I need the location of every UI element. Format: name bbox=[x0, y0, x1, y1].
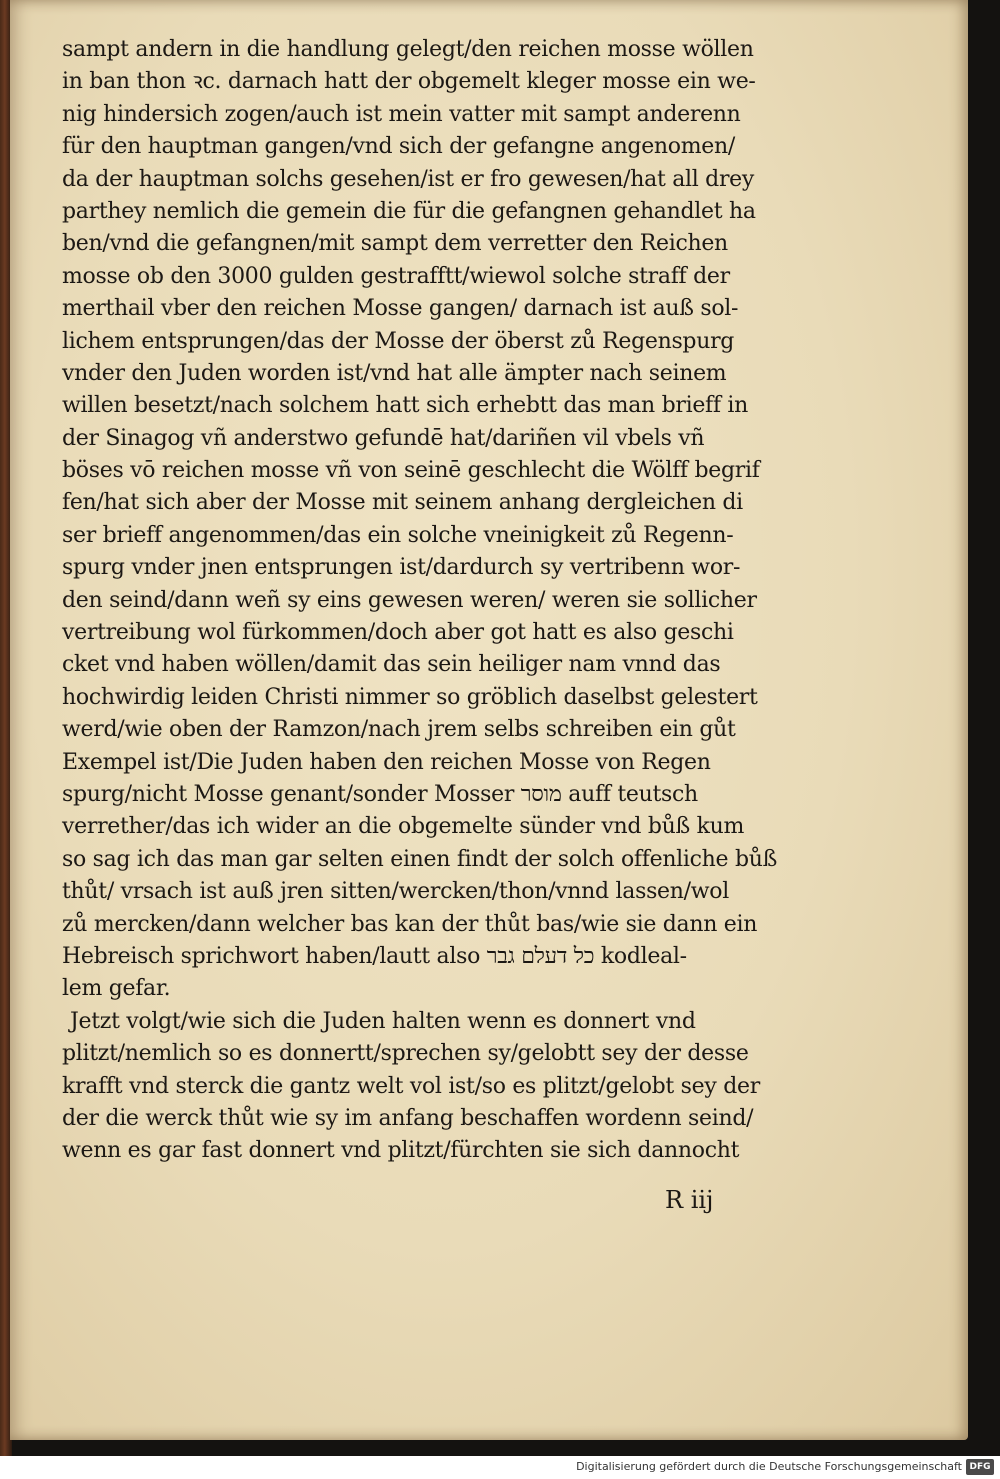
text-line: parthey nemlich die gemein die für die gefangnen gehandlet ha bbox=[62, 198, 756, 224]
footer-bar bbox=[0, 1456, 1000, 1479]
text-line: sampt andern in die handlung gelegt/den reichen mosse wöllen bbox=[62, 37, 754, 62]
text-line: mosse ob den 3000 gulden gestrafftt/wiewol solche straff der bbox=[62, 263, 730, 289]
text-line: spurg/nicht Mosse genant/sonder Mosser מוסר auff teutsch bbox=[62, 781, 698, 807]
text-line: ben/vnd die gefangnen/mit sampt dem verretter den Reichen bbox=[62, 231, 728, 257]
text-line: ser brieff angenommen/das ein solche vneinigkeit zů Regenn- bbox=[62, 522, 734, 548]
signature-mark: R iij bbox=[665, 1186, 714, 1214]
funding-credit: Digitalisierung gefördert durch die Deutsche Forschungsgemeinschaft bbox=[576, 1460, 962, 1473]
text-line: merthail vber den reichen Mosse gangen/ darnach ist auß sol- bbox=[62, 296, 739, 322]
text-line: der Sinagog vñ anderstwo gefundē hat/dariñen vil vbels vñ bbox=[62, 425, 705, 451]
text-line: verrether/das ich wider an die obgemelte sünder vnd bůß kum bbox=[62, 814, 745, 840]
text-line: so sag ich das man gar selten einen findt der solch offenliche bůß bbox=[62, 846, 778, 872]
text-line: Exempel ist/Die Juden haben den reichen Mosse von Regen bbox=[62, 749, 711, 775]
text-line: wenn es gar fast donnert vnd plitzt/fürchten sie sich dannocht bbox=[62, 1138, 740, 1164]
text-line: Jetzt volgt/wie sich die Juden halten wenn es donnert vnd bbox=[70, 1008, 696, 1034]
text-line: spurg vnder jnen entsprungen ist/dardurch sy vertribenn wor- bbox=[62, 555, 741, 581]
dfg-logo-icon: DFG bbox=[966, 1459, 994, 1475]
text-line: werd/wie oben der Ramzon/nach jrem selbs schreiben ein gůt bbox=[62, 717, 736, 743]
text-line: hochwirdig leiden Christi nimmer so gröblich daselbst gelestert bbox=[62, 684, 758, 710]
text-line: thůt/ vrsach ist auß jren sitten/wercken/thon/vnnd lassen/wol bbox=[62, 879, 729, 905]
text-line: krafft vnd sterck die gantz welt vol ist/so es plitzt/gelobt sey der bbox=[62, 1073, 760, 1099]
text-line: cket vnd haben wöllen/damit das sein heiliger nam vnnd das bbox=[62, 652, 721, 678]
text-line: nig hindersich zogen/auch ist mein vatter mit sampt anderenn bbox=[62, 101, 741, 127]
text-line: zů mercken/dann welcher bas kan der thůt bas/wie sie dann ein bbox=[62, 911, 758, 937]
text-line: böses vō reichen mosse vñ von seinē geschlecht die Wölff begrif bbox=[62, 458, 760, 484]
text-line: plitzt/nemlich so es donnertt/sprechen sy/gelobtt sey der desse bbox=[62, 1041, 749, 1067]
text-line: lem gefar. bbox=[62, 976, 171, 1002]
text-line: vertreibung wol fürkommen/doch aber got hatt es also geschi bbox=[62, 620, 734, 646]
text-line: fen/hat sich aber der Mosse mit seinem anhang dergleichen di bbox=[62, 490, 743, 516]
text-line: den seind/dann weñ sy eins gewesen weren/ weren sie sollicher bbox=[62, 587, 757, 613]
book-page bbox=[10, 0, 968, 1440]
text-line: in ban thon ꝛc. darnach hatt der obgemelt kleger mosse ein we- bbox=[62, 69, 756, 95]
text-line: vnder den Juden worden ist/vnd hat alle ämpter nach seinem bbox=[62, 360, 727, 386]
text-line: der die werck thůt wie sy im anfang beschaffen wordenn seind/ bbox=[62, 1105, 754, 1131]
text-line: Hebreisch sprichwort haben/lautt also כל דעלם גבר kodleal- bbox=[62, 943, 687, 969]
text-line: lichem entsprungen/das der Mosse der öberst zů Regenspurg bbox=[62, 328, 735, 354]
text-line: willen besetzt/nach solchem hatt sich erhebtt das man brieff in bbox=[62, 393, 749, 419]
text-line: für den hauptman gangen/vnd sich der gefangne angenomen/ bbox=[62, 134, 736, 160]
text-line: da der hauptman solchs gesehen/ist er fro gewesen/hat all drey bbox=[62, 166, 755, 192]
text-block bbox=[62, 34, 852, 1168]
